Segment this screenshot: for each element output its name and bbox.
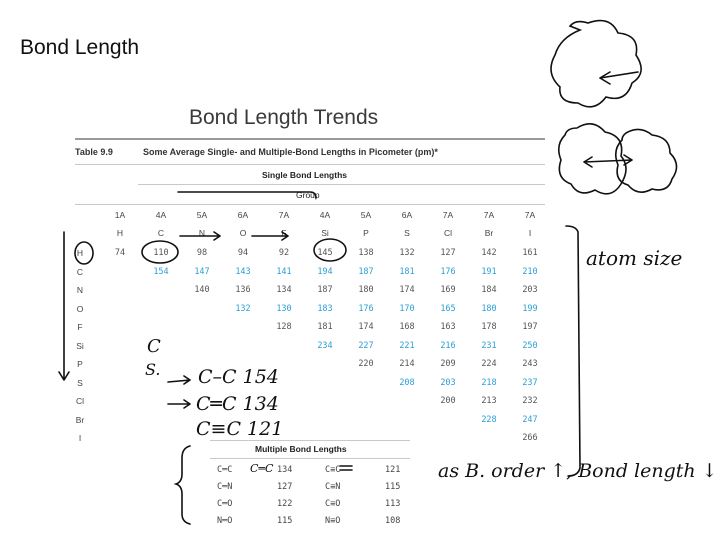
multiple-bond-value: 134 (277, 465, 293, 475)
note-multiple-cc: C═C (250, 462, 274, 475)
table-cell: 138 (358, 248, 374, 258)
row-element: O (76, 303, 84, 314)
multiple-bond-name: N≡O (325, 516, 341, 526)
slide-title: Bond Length (20, 36, 140, 59)
table-cell: 174 (399, 285, 415, 295)
table-cell: 199 (522, 303, 538, 314)
figure-title: Bond Length Trends (189, 106, 379, 129)
group-label: 6A (401, 210, 413, 220)
table-label: Table 9.9 (75, 147, 113, 157)
group-label: 7A (524, 210, 536, 220)
table-cell: 231 (481, 340, 497, 351)
column-element: H (116, 228, 124, 238)
table-cell: 181 (399, 266, 415, 277)
group-label: 5A (196, 210, 208, 220)
table-cell: 128 (276, 322, 292, 332)
table-cell: 145 (317, 248, 333, 258)
table-cell: 178 (481, 322, 497, 332)
table-cell: 203 (522, 285, 538, 295)
column-element: O (239, 228, 247, 238)
trend-note: as B. order ↑, Bond length ↓ (438, 460, 718, 482)
column-element: N (198, 228, 206, 238)
table-cell: 127 (440, 248, 456, 258)
table-cell: 130 (276, 303, 292, 314)
group-label: 4A (319, 210, 331, 220)
table-cell: 180 (358, 285, 374, 295)
group-header: Group (296, 190, 320, 200)
table-cell: 221 (399, 340, 415, 351)
column-element: P (363, 228, 369, 238)
table-cell: 134 (276, 285, 292, 295)
table-cell: 183 (317, 303, 333, 314)
table-cell: 176 (440, 266, 456, 277)
table-cell: 132 (399, 248, 415, 258)
row-element: I (78, 433, 82, 443)
atom-size-note: atom size (586, 246, 683, 270)
row-element: S (77, 377, 83, 388)
column-element: Br (484, 228, 494, 238)
atom-sketch-single (551, 21, 641, 107)
column-element: I (528, 228, 532, 238)
multiple-bond-name: N═O (217, 516, 233, 526)
multiple-bond-name: C═O (217, 499, 233, 509)
column-element: Si (321, 228, 329, 238)
single-bond-header: Single Bond Lengths (262, 170, 347, 180)
table-cell: 141 (276, 266, 292, 277)
table-cell: 74 (114, 248, 126, 258)
row-element: H (76, 248, 84, 258)
table-cell: 140 (194, 285, 210, 295)
table-cell: 243 (522, 359, 538, 369)
table-cell: 209 (440, 359, 456, 369)
table-cell: 208 (399, 377, 415, 388)
table-cell: 143 (235, 266, 251, 277)
note-s: S. (145, 360, 161, 379)
table-cell: 187 (358, 266, 374, 277)
table-cell: 94 (237, 248, 249, 258)
multiple-bond-value: 127 (277, 482, 293, 492)
table-cell: 163 (440, 322, 456, 332)
row-element: Cl (75, 396, 85, 406)
row-element: F (77, 322, 83, 332)
table-cell: 184 (481, 285, 497, 295)
table-cell: 174 (358, 322, 374, 332)
table-cell: 214 (399, 359, 415, 369)
multiple-bond-value: 115 (277, 516, 293, 526)
table-cell: 247 (522, 414, 538, 425)
table-cell: 228 (481, 414, 497, 425)
multiple-bond-name: C═C (217, 465, 233, 475)
multiple-bond-name: C≡C (325, 465, 341, 475)
column-element: F (281, 228, 287, 238)
note-cc-single: C–C 154 (198, 366, 279, 388)
table-cell: 220 (358, 359, 374, 369)
column-element: Cl (443, 228, 453, 238)
bracket-right (566, 226, 580, 476)
table-cell: 154 (153, 266, 169, 277)
table-cell: 170 (399, 303, 415, 314)
table-cell: 187 (317, 285, 333, 295)
row-element: N (76, 285, 84, 295)
multiple-bond-name: C≡N (325, 482, 341, 492)
table-cell: 132 (235, 303, 251, 314)
table-cell: 234 (317, 340, 333, 351)
row-element: P (77, 359, 83, 369)
multiple-bond-value: 122 (277, 499, 293, 509)
table-cell: 169 (440, 285, 456, 295)
multiple-bond-name: C≡O (325, 499, 341, 509)
group-label: 1A (114, 210, 126, 220)
table-cell: 232 (522, 396, 538, 406)
multiple-bond-name: C═N (217, 482, 233, 492)
column-element: C (157, 228, 165, 238)
table-cell: 237 (522, 377, 538, 388)
table-cell: 110 (153, 248, 169, 258)
table-cell: 191 (481, 266, 497, 277)
table-cell: 98 (196, 248, 208, 258)
table-cell: 168 (399, 322, 415, 332)
column-element: S (404, 228, 410, 238)
table-cell: 136 (235, 285, 251, 295)
row-element: Br (75, 414, 85, 425)
table-cell: 266 (522, 433, 538, 443)
table-cell: 203 (440, 377, 456, 388)
table-cell: 224 (481, 359, 497, 369)
multiple-bond-value: 108 (385, 516, 401, 526)
group-label: 4A (155, 210, 167, 220)
group-label: 7A (278, 210, 290, 220)
table-cell: 176 (358, 303, 374, 314)
table-cell: 147 (194, 266, 210, 277)
note-c: C (147, 336, 161, 357)
multiple-bond-value: 121 (385, 465, 401, 475)
table-cell: 218 (481, 377, 497, 388)
table-cell: 227 (358, 340, 374, 351)
table-cell: 210 (522, 266, 538, 277)
table-caption: Some Average Single- and Multiple-Bond Lengths in Picometer (pm)* (143, 147, 438, 157)
table-cell: 92 (278, 248, 290, 258)
row-element: C (76, 266, 84, 277)
table-cell: 181 (317, 322, 333, 332)
multiple-bond-value: 113 (385, 499, 401, 509)
table-cell: 213 (481, 396, 497, 406)
table-cell: 216 (440, 340, 456, 351)
table-cell: 194 (317, 266, 333, 277)
table-cell: 165 (440, 303, 456, 314)
table-cell: 200 (440, 396, 456, 406)
multiple-bond-value: 115 (385, 482, 401, 492)
table-cell: 197 (522, 322, 538, 332)
arrow-down-left (59, 232, 69, 380)
table-cell: 142 (481, 248, 497, 258)
table-cell: 250 (522, 340, 538, 351)
group-label: 7A (442, 210, 454, 220)
note-cc-double: C═C 134 (196, 393, 279, 415)
brace-left (176, 446, 190, 524)
multiple-bond-header: Multiple Bond Lengths (255, 444, 347, 454)
row-element: Si (76, 340, 84, 351)
group-label: 7A (483, 210, 495, 220)
table-cell: 180 (481, 303, 497, 314)
note-cc-triple: C≡C 121 (196, 418, 284, 440)
table-cell: 161 (522, 248, 538, 258)
group-label: 6A (237, 210, 249, 220)
group-label: 5A (360, 210, 372, 220)
